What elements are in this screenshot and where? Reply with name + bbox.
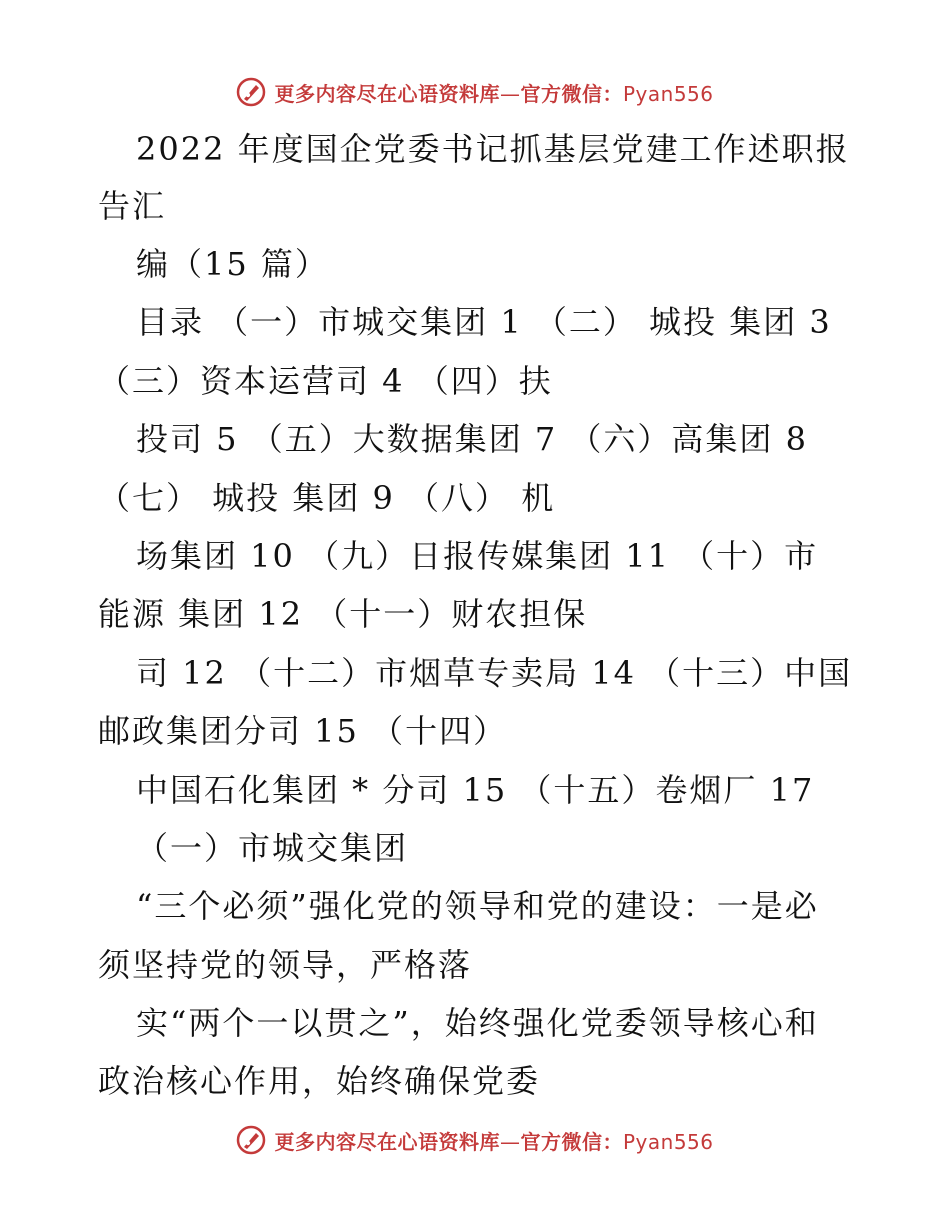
- pen-logo-icon: [236, 1125, 266, 1155]
- toc-line-2: （三）资本运营司 4 （四）扶: [98, 362, 553, 400]
- watermark-text: 更多内容尽在心语资料库—官方微信：Pyan556: [274, 1129, 714, 1154]
- section-heading: （一）市城交集团: [136, 829, 409, 867]
- paragraph-line-1: “三个必须”强化党的领导和党的建设：一是必: [136, 887, 819, 925]
- title-line-3: 编（15 篇）: [136, 245, 329, 283]
- toc-line-5: 场集团 10 （九）日报传媒集团 11 （十）市: [136, 537, 819, 575]
- header-watermark: [0, 70, 950, 114]
- title-line-2: 告汇: [98, 187, 167, 225]
- watermark-text: 更多内容尽在心语资料库—官方微信：Pyan556: [274, 81, 714, 106]
- toc-line-1: 目录 （一）市城交集团 1 （二） 城投 集团 3: [136, 303, 832, 341]
- paragraph-line-4: 政治核心作用，始终确保党委: [98, 1062, 541, 1100]
- toc-line-8: 邮政集团分司 15 （十四）: [98, 712, 508, 750]
- toc-line-7: 司 12 （十二）市烟草专卖局 14 （十三）中国: [136, 654, 853, 692]
- toc-line-6: 能源 集团 12 （十一）财农担保: [98, 595, 588, 633]
- pen-logo-icon: [236, 77, 266, 107]
- toc-line-9: 中国石化集团 * 分司 15 （十五）卷烟厂 17: [136, 771, 815, 809]
- footer-watermark: [0, 1118, 950, 1162]
- paragraph-line-2: 须坚持党的领导，严格落: [98, 946, 473, 984]
- paragraph-line-3: 实“两个一以贯之”，始终强化党委领导核心和: [136, 1004, 819, 1042]
- toc-line-4: （七） 城投 集团 9 （八） 机: [98, 479, 556, 517]
- toc-line-3: 投司 5 （五）大数据集团 7 （六）高集团 8: [136, 420, 808, 458]
- title-line-1: 2022 年度国企党委书记抓基层党建工作述职报: [136, 130, 850, 168]
